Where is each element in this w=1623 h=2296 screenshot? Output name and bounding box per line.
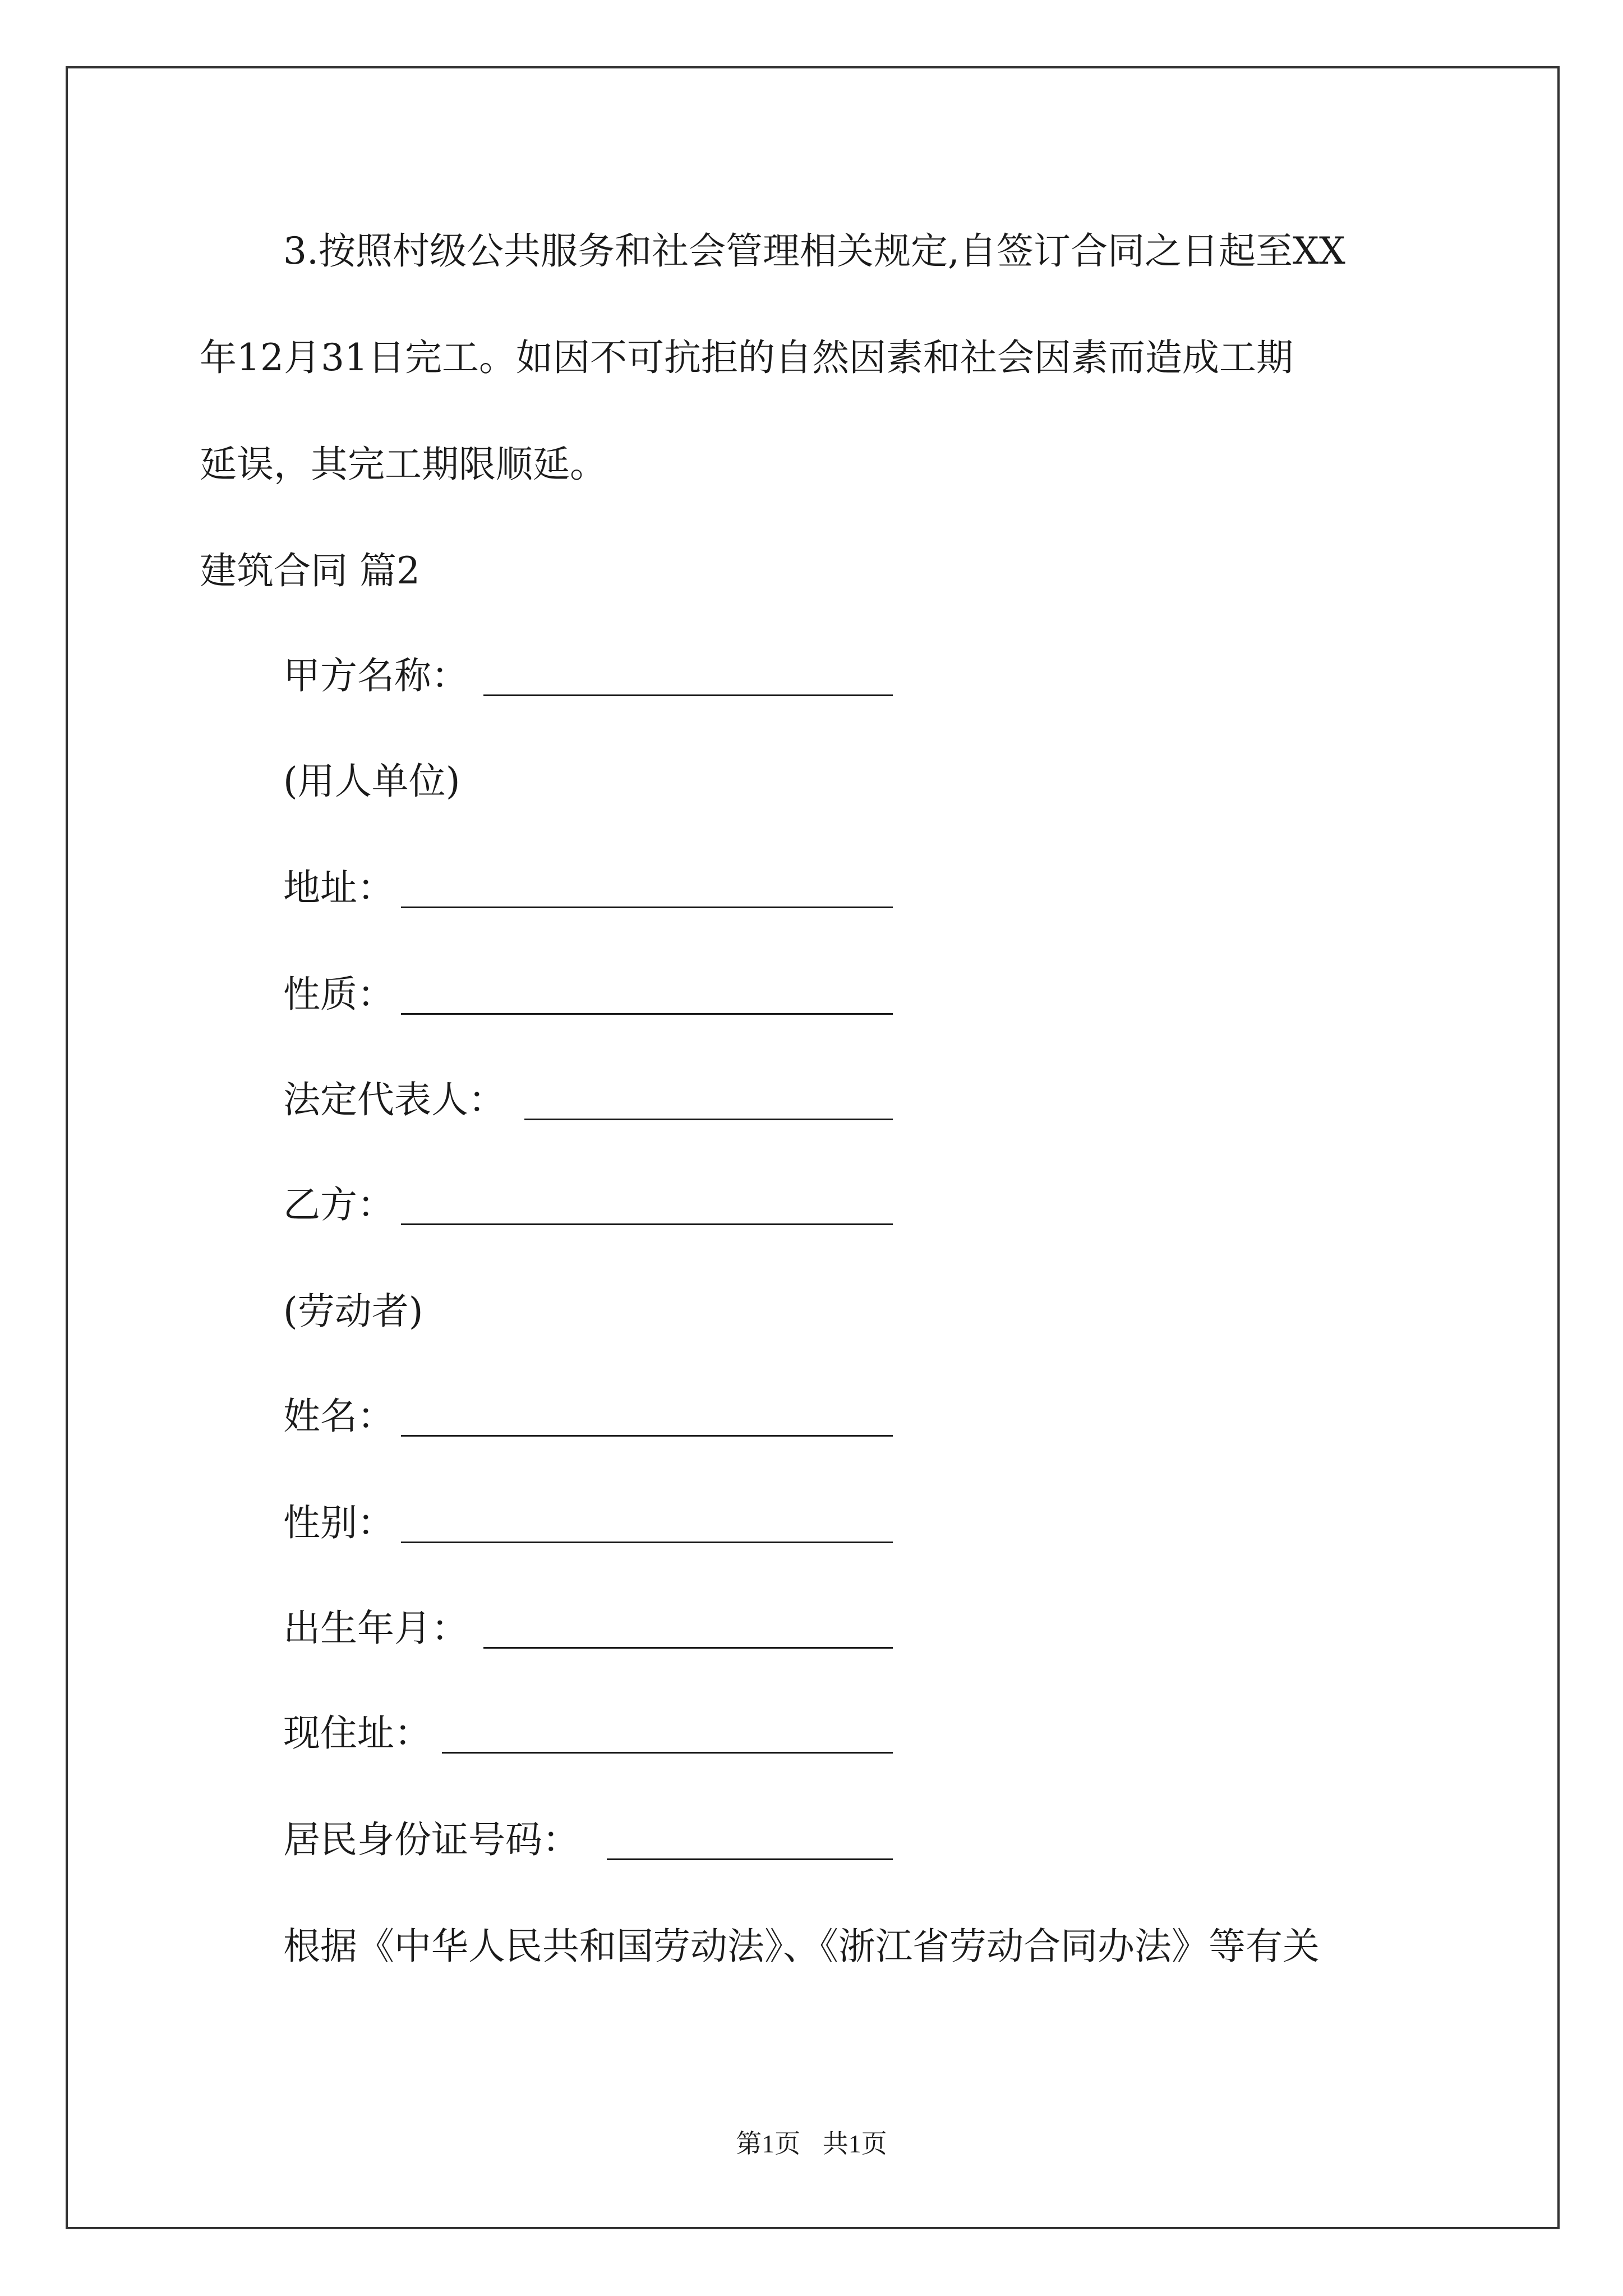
field-legal-rep-blank[interactable]	[524, 1119, 893, 1120]
field-legal-rep-label: 法定代表人：	[283, 1078, 505, 1121]
page-border	[66, 66, 1560, 2229]
page-number-current: 第1页	[736, 2129, 801, 2158]
page-footer	[0, 2123, 1623, 2160]
field-party-b-blank[interactable]	[401, 1223, 893, 1225]
closing-line: 根据《中华人民共和国劳动法》、《浙江省劳动合同办法》等有关	[283, 1925, 1320, 1968]
field-name-label: 姓名：	[283, 1395, 394, 1438]
paragraph-line: 3.按照村级公共服务和社会管理相关规定,自签订合同之日起至XX	[283, 229, 1345, 273]
field-address-blank[interactable]	[401, 907, 893, 908]
field-worker-note: (劳动者)	[283, 1290, 423, 1333]
field-gender-label: 性别：	[283, 1501, 394, 1544]
field-current-address-label: 现住址：	[283, 1711, 431, 1755]
field-id-number-blank[interactable]	[607, 1858, 893, 1860]
field-current-address-blank[interactable]	[442, 1752, 893, 1754]
field-birth-blank[interactable]	[483, 1647, 893, 1649]
field-nature-blank[interactable]	[401, 1013, 893, 1015]
field-party-b-label: 乙方：	[283, 1183, 394, 1226]
field-gender-blank[interactable]	[401, 1542, 893, 1543]
field-address-label: 地址：	[283, 866, 394, 909]
section-title: 建筑合同 篇2	[200, 549, 420, 592]
field-employer-note: (用人单位)	[283, 760, 460, 803]
page-number-total: 共1页	[822, 2129, 887, 2158]
field-party-a-name-blank[interactable]	[483, 694, 893, 696]
paragraph-line: 延误，其完工期限顺延。	[200, 443, 607, 486]
paragraph-line: 年12月31日完工。如因不可抗拒的自然因素和社会因素而造成工期	[200, 336, 1293, 379]
field-name-blank[interactable]	[401, 1435, 893, 1437]
field-nature-label: 性质：	[283, 973, 394, 1016]
field-party-a-name-label: 甲方名称：	[283, 654, 468, 697]
field-birth-label: 出生年月：	[283, 1607, 468, 1650]
field-id-number-label: 居民身份证号码：	[283, 1818, 579, 1861]
